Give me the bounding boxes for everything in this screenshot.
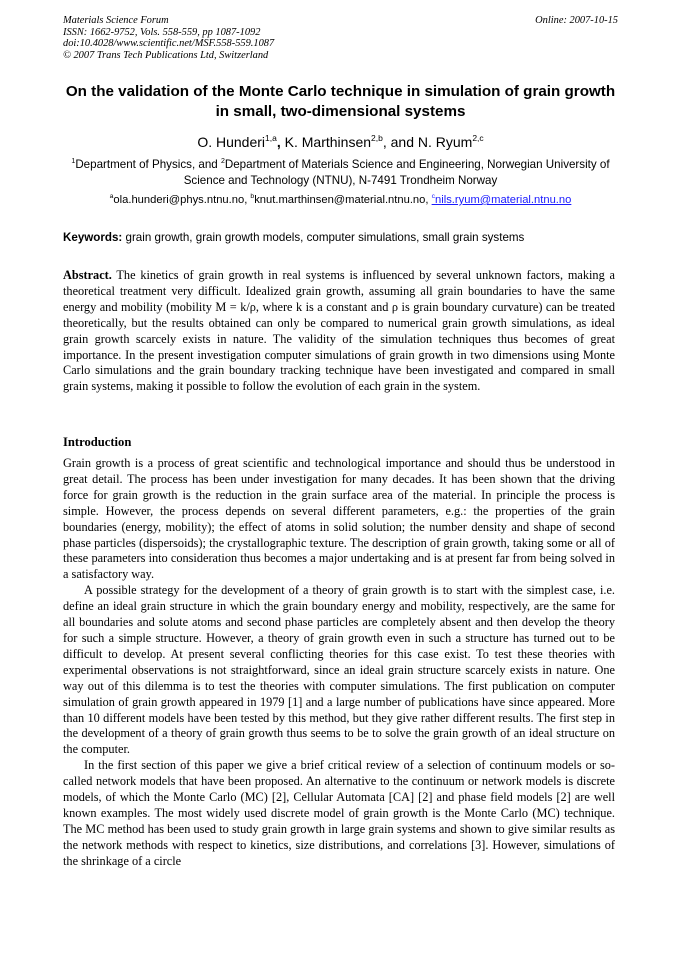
author-name: K. Marthinsen — [280, 134, 372, 150]
journal-copyright: © 2007 Trans Tech Publications Ltd, Switzerland — [63, 49, 269, 61]
keywords-text: grain growth, grain growth models, computer simulations, small grain systems — [122, 231, 525, 244]
affiliation — [63, 157, 618, 189]
email-address[interactable]: nils.ryum@material.ntnu.no — [435, 194, 572, 206]
affiliation-superscript: 2 — [220, 158, 225, 165]
introduction-body — [63, 456, 615, 870]
journal-name: Materials Science Forum — [63, 15, 169, 26]
email-address: knut.marthinsen@material.ntnu.no, — [254, 194, 432, 206]
author-superscript: 1,a — [265, 133, 277, 143]
author-name: O. Hunderi — [197, 134, 266, 150]
email-address: ola.hunderi@phys.ntnu.no, — [113, 194, 251, 206]
journal-doi: doi:10.4028/www.scientific.net/MSF.558-559.1087 — [63, 38, 275, 50]
journal-issn: ISSN: 1662-9752, Vols. 558-559, pp 1087-1092 — [63, 26, 261, 38]
affiliation-text: Department of Physics, and — [75, 158, 221, 171]
online-date: Online: 2007-10-15 — [535, 15, 618, 26]
paragraph: Grain growth is a process of great scientific and technological importance and should thus be understood in great detail. The process has been under investigation for many decades. It has been shown that the driving force for grain growth is the reduction in the grain surface area of the material. In principle the process is simple. However, the process depends on several different parameters, e.g.: the properties of the grain boundaries (energy, mobility); the effect of atoms in solid solution; the number density and shape of second phase particles (dispersoids); the crystallographic texture. The description of grain growth, taking some or all of these parameters into consideration thus becomes a major undertaking and is at present far from being solved in a satisfactory way. — [63, 456, 615, 582]
email-list — [63, 193, 618, 208]
keywords-label: Keywords: — [63, 231, 123, 244]
abstract — [63, 268, 615, 395]
email-superscript: a — [109, 193, 114, 200]
affiliation-superscript: 1 — [71, 158, 76, 165]
abstract-label: Abstract. — [63, 268, 112, 282]
author-superscript: 2,c — [472, 133, 484, 143]
affiliation-text: Department of Materials Science and Engineering, Norwegian University of Science and Technology (NTNU), N-7491 Trondheim Norway — [183, 158, 610, 187]
paper-title: On the validation of the Monte Carlo technique in simulation of grain growth in small, two-dimensional systems — [65, 83, 616, 120]
email-superscript: b — [250, 193, 255, 200]
author-list — [63, 133, 618, 151]
author-separator: , — [276, 134, 281, 150]
email-superscript: c — [431, 193, 436, 200]
author-superscript: 2,b — [371, 133, 383, 143]
journal-header — [63, 15, 618, 61]
section-heading-introduction: Introduction — [63, 435, 132, 449]
author-name: and N. Ryum — [386, 134, 473, 150]
abstract-text: The kinetics of grain growth in real systems is influenced by several unknown factors, making a theoretical treatment very difficult. Idealized grain growth, assuming all grain boundaries to have the same energy and mobility (mobility M = k/ρ, where k is a constant and ρ is grain boundary curvature) can be treated theoretically, but the results obtained can only be compared to numerical grain growth simulations, as ideal grain growth scarcely exists in nature. The validity of the simulation techniques thus becomes of great importance. In the present investigation computer simulations of grain growth in two dimensions using Monte Carlo simulations and the grain boundary tracking technique have been investigated and compared in small grain systems, making it possible to follow the evolution of each grain in the system. — [63, 268, 615, 394]
email-link[interactable] — [432, 194, 572, 206]
author-separator: , — [382, 134, 387, 150]
paragraph: A possible strategy for the development of a theory of grain growth is to start with the simplest case, i.e. define an ideal grain structure in which the grain boundary energy and mobility, respectively, are the same for all boundaries and solute atoms and second phase particles are completely absent and then develop the theory for such a simple structure. However, a theory of grain growth even in such a structure has turned out to be difficult to develop. At present several conflicting theories for this case exist. To test these theories with experimental observations is not straightforward, since an ideal grain structure scarcely exists in nature. One way out of this dilemma is to test the theories with computer simulations. The first publication on computer simulation of grain growth appeared in 1979 [1] and a large number of publications have since appeared. More than 10 different models have been tested by this method, but they give rather different results. The first step in the development of a theory of grain growth thus seems to be to solve the grain growth of an ideal structure on the computer. — [63, 583, 615, 757]
keywords — [63, 230, 618, 245]
paragraph: In the first section of this paper we give a brief critical review of a selection of continuum models or so-called network models that have been proposed. An alternative to the continuum or network models is discrete models, of which the Monte Carlo (MC) [2], Cellular Automata [CA] [2] and phase field models [2] are well known examples. The most widely used discrete model of grain growth is the Monte Carlo (MC) technique. The MC method has been used to study grain growth in large grain systems and shown to give similar results as the network methods with respect to kinetics, size distributions, and correlations [3]. However, simulations of the shrinkage of a circle — [63, 758, 615, 868]
